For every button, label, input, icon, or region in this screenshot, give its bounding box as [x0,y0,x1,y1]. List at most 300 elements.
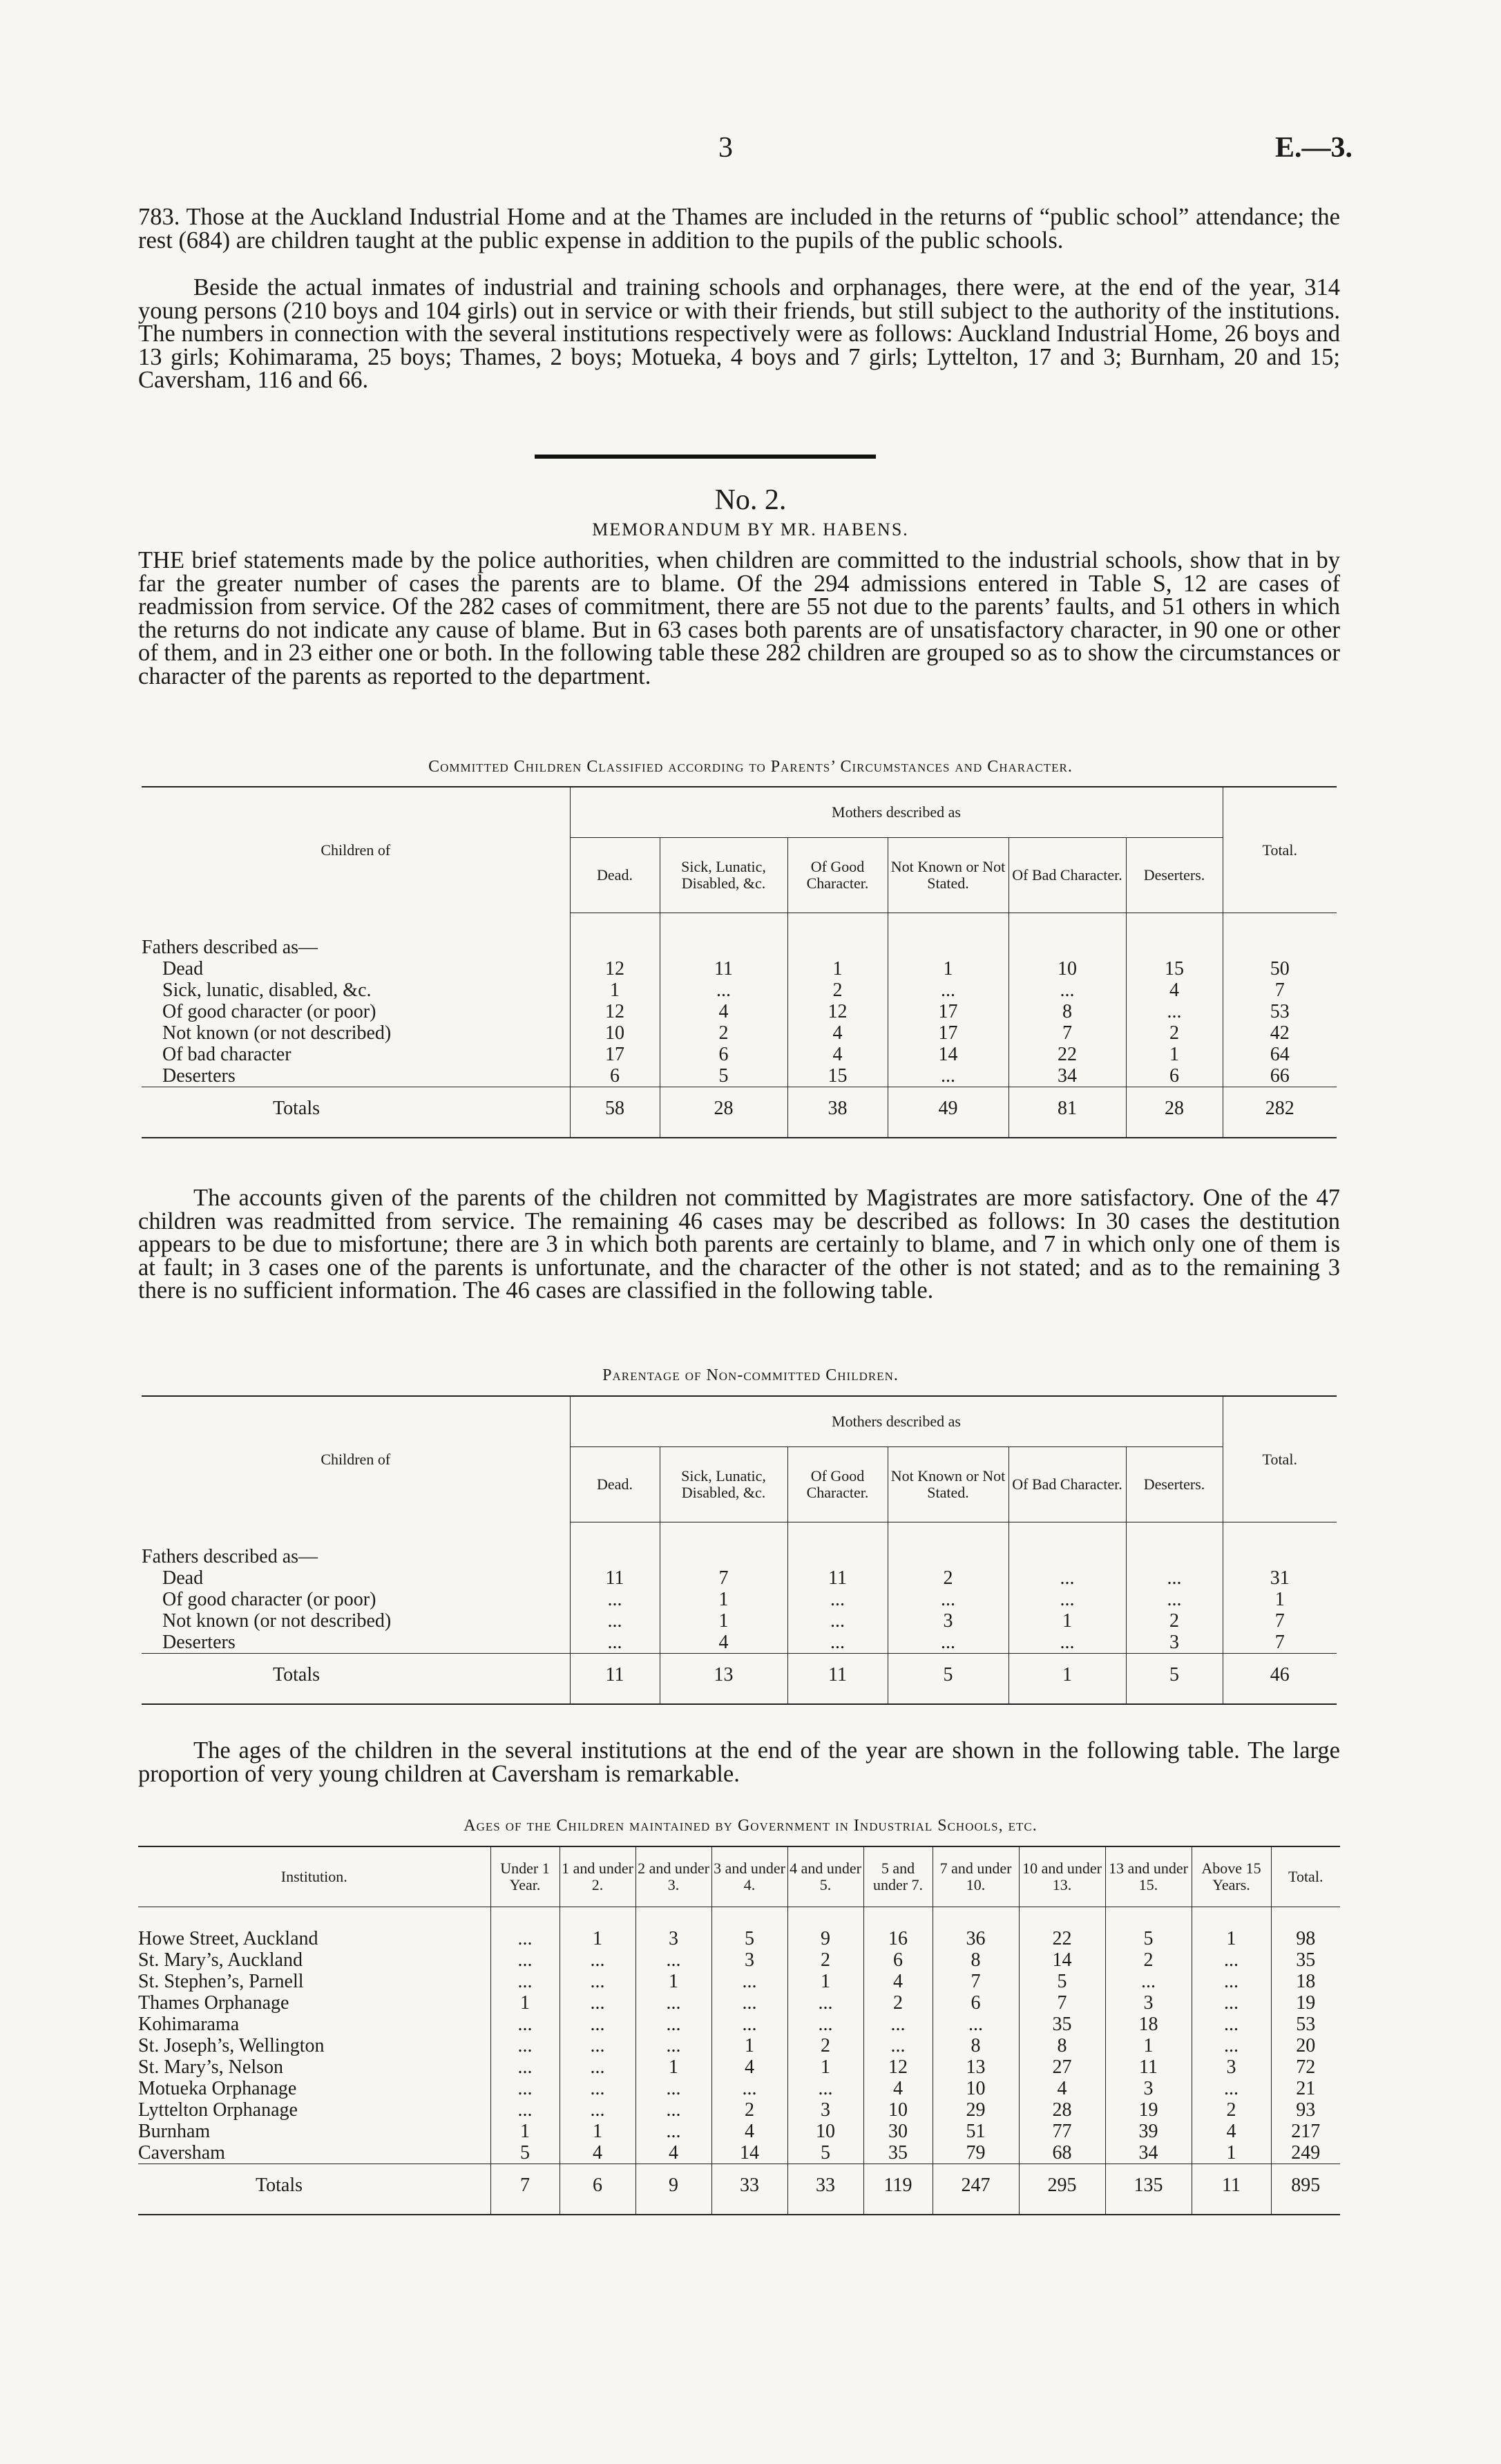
table-cell: ... [490,1949,560,1971]
table-cell: ... [560,1992,635,2014]
total-cell: 295 [1019,2164,1105,2215]
total-cell: 1 [1008,1654,1126,1705]
table-row [142,1022,1337,1044]
table-cell: ... [1008,1632,1126,1654]
total-cell: 49 [888,1087,1008,1138]
institution-name: St. Joseph’s, Wellington [138,2035,325,2056]
table-row [138,1971,1340,1992]
table-cell: ... [560,2099,635,2121]
table-cell: 79 [933,2142,1019,2164]
table-cell: 17 [888,1001,1008,1022]
table-cell: 3 [1192,2056,1271,2078]
table3-col-header: 10 and under 13. [1019,1846,1105,1907]
table-cell: ... [635,2078,711,2099]
row-label: Sick, lunatic, disabled, &c. [162,980,372,1001]
table-cell: 4 [787,1044,888,1065]
table-cell: 11 [1105,2056,1192,2078]
table-cell: 16 [863,1928,933,1949]
table-cell: 3 [711,1949,787,1971]
table-row [138,2142,1340,2164]
table-cell: 12 [787,1001,888,1022]
table-row [138,1949,1340,1971]
non-committed-table [142,1395,1337,1705]
table-cell: ... [711,2078,787,2099]
table-cell: 1 [490,2121,560,2142]
table-cell: 17 [570,1044,660,1065]
table-row [142,1044,1337,1065]
table3-col-header: 4 and under 5. [787,1846,863,1907]
institution-name: Thames Orphanage [138,1992,289,2014]
table-cell: ... [570,1610,660,1632]
table-row [138,2099,1340,2121]
table-cell-total: 217 [1271,2121,1340,2142]
row-label: Of bad character [162,1044,291,1065]
table-cell: 3 [1126,1632,1223,1654]
row-label: Dead [162,1567,204,1589]
table-cell: 8 [1008,1001,1126,1022]
table-cell: ... [863,2035,933,2056]
table-cell: 1 [635,2056,711,2078]
institution-name: St. Mary’s, Nelson [138,2056,283,2078]
table-cell: 10 [570,1022,660,1044]
ages-table [138,1846,1340,2215]
table-cell: 7 [933,1971,1019,1992]
total-cell: 5 [1126,1654,1223,1705]
table-cell: 5 [1019,1971,1105,1992]
paragraph-non-committed: The accounts given of the parents of the children not committed by Magistrates are more satisfactory. One of the 47 children was readmitted from service. The remaining 46 cases may be described as follows: In 30 cases the destitution appears to be due to misfortune; there are 3 in which both parents are certainly to blame, and 7 in which only one of them is at fault; in 3 cases one of the parents is unfortunate, and the character of the other is not stated; and as to the remaining 3 there is no sufficient information. The 46 cases are classified in the following table. [138,1185,1340,1303]
totals-row [142,1654,1337,1705]
table-cell: ... [635,2014,711,2035]
committed-children-table [142,786,1337,1138]
paragraph-ages: The ages of the children in the several institutions at the end of the year are shown in the following table. The large proportion of very young children at Caversham is remarkable. [138,1737,1340,1787]
table2-col-header: Of Good Character. [787,1447,888,1522]
table-cell: 1 [660,1610,787,1632]
table-cell: 8 [933,1949,1019,1971]
section-title: No. 2. [714,484,787,516]
table-cell-total: 42 [1223,1022,1337,1044]
table-cell: 6 [570,1065,660,1087]
table-cell: ... [560,1971,635,1992]
totals-label: Totals [142,1654,570,1705]
table3-col-header: 2 and under 3. [635,1846,711,1907]
table-cell: ... [787,1632,888,1654]
paragraph-industrial-home: 783. Those at the Auckland Industrial Home and at the Thames are included in the returns of “public school” attendance; the rest (684) are children taught at the public expense in addition to the pupils of the public schools. [138,204,1340,254]
table2-col-header: Not Known or Not Stated. [888,1447,1008,1522]
table-cell: 30 [863,2121,933,2142]
table-cell: 12 [570,1001,660,1022]
table2-col-header: Dead. [570,1447,660,1522]
table-cell: 2 [1126,1610,1223,1632]
institution-name: Kohimarama [138,2014,240,2035]
table-cell-total: 1 [1223,1589,1337,1610]
institution-name: St. Mary’s, Auckland [138,1949,303,1971]
institution-name: Burnham [138,2121,211,2142]
table-cell: 1 [711,2035,787,2056]
table-cell: ... [490,1971,560,1992]
table-cell: 2 [1126,1022,1223,1044]
table-cell: 36 [933,1928,1019,1949]
total-cell: 11 [570,1654,660,1705]
table1-group-header: Mothers described as [570,787,1223,838]
total-cell: 247 [933,2164,1019,2215]
institution-name: Motueka Orphanage [138,2078,297,2099]
table-cell: 77 [1019,2121,1105,2142]
table-cell: ... [635,2121,711,2142]
table-cell: ... [787,1610,888,1632]
table-cell: ... [1126,1001,1223,1022]
table-row [138,2078,1340,2099]
table-cell: 8 [933,2035,1019,2056]
table3-col-header: 13 and under 15. [1105,1846,1192,1907]
row-label: Not known (or not described) [162,1022,392,1044]
table-cell: 1 [1192,2142,1271,2164]
table-cell: 2 [863,1992,933,2014]
table-cell: ... [888,980,1008,1001]
table-cell: 2 [711,2099,787,2121]
table-cell: 6 [863,1949,933,1971]
table-cell: 1 [888,958,1008,980]
total-cell: 28 [1126,1087,1223,1138]
table-cell: ... [1192,1992,1271,2014]
table-cell: 2 [888,1567,1008,1589]
table-cell-total: 64 [1223,1044,1337,1065]
table-cell: 8 [1019,2035,1105,2056]
table-cell: 19 [1105,2099,1192,2121]
total-cell: 9 [635,2164,711,2215]
total-cell: 11 [1192,2164,1271,2215]
table-cell: ... [1008,980,1126,1001]
row-label: Deserters [162,1632,236,1653]
table-cell: ... [1126,1567,1223,1589]
totals-label: Totals [142,1087,570,1138]
table-cell: 12 [863,2056,933,2078]
page-number: 3 [718,132,733,164]
table-cell: ... [490,2035,560,2056]
table-cell: 1 [1126,1044,1223,1065]
total-cell: 28 [660,1087,787,1138]
table-cell: 2 [660,1022,787,1044]
table-cell: 27 [1019,2056,1105,2078]
table2-caption: Parentage of Non-committed Children. [602,1366,899,1384]
table-cell: ... [1192,1949,1271,1971]
total-cell: 33 [711,2164,787,2215]
table-cell: ... [711,2014,787,2035]
table-cell: 29 [933,2099,1019,2121]
table2-corner-header: Children of [142,1396,570,1522]
table-cell-total: 93 [1271,2099,1340,2121]
table-cell: 4 [711,2056,787,2078]
totals-label: Totals [138,2164,490,2215]
table3-col-header: 3 and under 4. [711,1846,787,1907]
table-row [138,2035,1340,2056]
table-cell: ... [1126,1589,1223,1610]
table-cell: ... [570,1632,660,1654]
table-cell: 15 [1126,958,1223,980]
table-row [138,2121,1340,2142]
table-cell: ... [1008,1567,1126,1589]
table-cell: 5 [660,1065,787,1087]
table-cell: ... [660,980,787,1001]
table-cell: ... [933,2014,1019,2035]
table-cell: 4 [660,1632,787,1654]
table-cell-total: 35 [1271,1949,1340,1971]
table-cell: 34 [1105,2142,1192,2164]
total-cell: 135 [1105,2164,1192,2215]
table-cell: ... [1192,1971,1271,1992]
section-subtitle: MEMORANDUM BY MR. HABENS. [592,519,909,539]
table-cell: 28 [1019,2099,1105,2121]
table-cell: 35 [863,2142,933,2164]
table-row [138,1992,1340,2014]
table-row [142,1589,1337,1610]
paragraph-young-persons: Beside the actual inmates of industrial and training schools and orphanages, there were, at the end of the year, 314 young persons (210 boys and 104 girls) out in service or with their friends, but still subject to the authority of the institutions. The numbers in connection with the several institutions respectively were as follows: Auckland Industrial Home, 26 boys and 13 girls; Kohimarama, 25 boys; Thames, 2 boys; Motueka, 4 boys and 7 girls; Lyttelton, 17 and 3; Burnham, 20 and 15; Caversham, 116 and 66. [138,274,1340,393]
section-divider [535,455,876,459]
table-cell: 4 [787,1022,888,1044]
table-cell: ... [560,2035,635,2056]
table-cell: 2 [1105,1949,1192,1971]
table-cell: ... [1192,2014,1271,2035]
institution-name: Howe Street, Auckland [138,1928,318,1949]
table-row [142,1567,1337,1589]
table1-col-header: Dead. [570,838,660,913]
table-cell-total: 53 [1271,2014,1340,2035]
table-cell: 7 [1019,1992,1105,2014]
table3-col-header: Above 15 Years. [1192,1846,1271,1907]
table-cell-total: 21 [1271,2078,1340,2099]
table-cell: ... [787,2014,863,2035]
table-cell: 1 [560,1928,635,1949]
totals-row [142,1087,1337,1138]
table-cell: 6 [1126,1065,1223,1087]
table-cell: 11 [570,1567,660,1589]
total-cell: 7 [490,2164,560,2215]
table-cell: 6 [660,1044,787,1065]
table-cell: 6 [933,1992,1019,2014]
table-cell: ... [888,1065,1008,1087]
table-cell: 3 [888,1610,1008,1632]
table-cell-total: 19 [1271,1992,1340,2014]
table2-group-header: Mothers described as [570,1396,1223,1447]
table-cell: ... [888,1589,1008,1610]
table1-col-header: Deserters. [1126,838,1223,913]
table-cell-total: 98 [1271,1928,1340,1949]
table-cell: 1 [1105,2035,1192,2056]
table-cell: 1 [570,980,660,1001]
table-cell: ... [560,2056,635,2078]
totals-row [138,2164,1340,2215]
table1-col-header: Of Bad Character. [1008,838,1126,913]
table-cell: ... [888,1632,1008,1654]
table-cell: ... [787,1589,888,1610]
table-row [142,980,1337,1001]
table-cell: 5 [787,2142,863,2164]
table-cell: ... [490,2014,560,2035]
table-cell-total: 66 [1223,1065,1337,1087]
table-cell: 2 [787,1949,863,1971]
table-cell: 4 [635,2142,711,2164]
table-cell-total: 31 [1223,1567,1337,1589]
table-row [142,1610,1337,1632]
table-row [138,1928,1340,1949]
table-cell: ... [560,2014,635,2035]
table-cell: ... [570,1589,660,1610]
table-cell: ... [635,1992,711,2014]
table-cell: 2 [1192,2099,1271,2121]
table1-total-header: Total. [1223,787,1337,913]
table-cell: 4 [560,2142,635,2164]
table-cell: 14 [888,1044,1008,1065]
table1-group-caption: Fathers described as— [142,937,318,958]
table-row [142,1065,1337,1087]
table-cell-total: 249 [1271,2142,1340,2164]
table-cell: ... [560,1949,635,1971]
table-cell: 10 [933,2078,1019,2099]
table-cell: 14 [1019,1949,1105,1971]
table2-col-header: Deserters. [1126,1447,1223,1522]
table3-col-header: 7 and under 10. [933,1846,1019,1907]
table-cell-total: 18 [1271,1971,1340,1992]
table-cell: 7 [660,1567,787,1589]
table-cell: ... [787,1992,863,2014]
total-cell: 81 [1008,1087,1126,1138]
institution-name: St. Stephen’s, Parnell [138,1971,304,1992]
grand-total: 46 [1223,1654,1337,1705]
table-cell-total: 20 [1271,2035,1340,2056]
table-cell: 17 [888,1022,1008,1044]
table-row [138,2056,1340,2078]
table2-group-caption: Fathers described as— [142,1546,318,1567]
table-cell: ... [1008,1589,1126,1610]
table-cell: ... [635,1949,711,1971]
table-cell: ... [863,2014,933,2035]
table-cell: 3 [1105,2078,1192,2099]
table-cell: 3 [635,1928,711,1949]
table-cell-total: 53 [1223,1001,1337,1022]
table-cell: ... [635,2035,711,2056]
table-cell: 2 [787,2035,863,2056]
row-label: Dead [162,958,204,980]
table-cell: 1 [787,2056,863,2078]
table-cell: ... [635,2099,711,2121]
table-cell: ... [490,2078,560,2099]
table-cell: ... [560,2078,635,2099]
table3-col-header: 1 and under 2. [560,1846,635,1907]
table-cell-total: 7 [1223,980,1337,1001]
row-label: Not known (or not described) [162,1610,392,1632]
total-cell: 5 [888,1654,1008,1705]
total-cell: 38 [787,1087,888,1138]
table-cell: 34 [1008,1065,1126,1087]
table-cell: 51 [933,2121,1019,2142]
table-cell: 5 [1105,1928,1192,1949]
table-row [142,1001,1337,1022]
table-cell: 5 [711,1928,787,1949]
table-cell: 5 [490,2142,560,2164]
total-cell: 13 [660,1654,787,1705]
table-cell: ... [1192,2078,1271,2099]
total-cell: 119 [863,2164,933,2215]
total-cell: 6 [560,2164,635,2215]
grand-total: 282 [1223,1087,1337,1138]
table3-total-header: Total. [1271,1846,1340,1907]
table3-col-header: 5 and under 7. [863,1846,933,1907]
table-cell: 4 [863,2078,933,2099]
table-cell: 4 [1192,2121,1271,2142]
table3-col-header: Under 1 Year. [490,1846,560,1907]
table-cell: 4 [660,1001,787,1022]
table2-col-header: Of Bad Character. [1008,1447,1126,1522]
total-cell: 11 [787,1654,888,1705]
table-cell: 39 [1105,2121,1192,2142]
table-cell: 10 [787,2121,863,2142]
total-cell: 33 [787,2164,863,2215]
document-reference: E.—3. [1274,132,1352,164]
row-label: Of good character (or poor) [162,1001,376,1022]
table-cell: 1 [560,2121,635,2142]
table-cell: ... [711,1971,787,1992]
table-row [142,958,1337,980]
table-cell: 14 [711,2142,787,2164]
table-cell: 22 [1008,1044,1126,1065]
table-cell: ... [711,1992,787,2014]
institution-name: Lyttelton Orphanage [138,2099,298,2121]
table-cell: ... [1192,2035,1271,2056]
table2-total-header: Total. [1223,1396,1337,1522]
table-cell: 1 [787,958,888,980]
table-row [138,2014,1340,2035]
table-cell: 4 [711,2121,787,2142]
table-cell: 12 [570,958,660,980]
table3-caption: Ages of the Children maintained by Government in Industrial Schools, etc. [463,1817,1038,1835]
table1-caption: Committed Children Classified according to Parents’ Circumstances and Character. [428,758,1073,776]
table-cell: 7 [1008,1022,1126,1044]
table-cell: 1 [490,1992,560,2014]
table1-col-header: Sick, Lunatic, Disabled, &c. [660,838,787,913]
table1-corner-header: Children of [142,787,570,913]
table-cell: 2 [787,980,888,1001]
table3-corner-header: Institution. [138,1846,490,1907]
table-cell-total: 7 [1223,1610,1337,1632]
table-cell: ... [490,1928,560,1949]
table-cell: 68 [1019,2142,1105,2164]
table-cell: 13 [933,2056,1019,2078]
table1-col-header: Not Known or Not Stated. [888,838,1008,913]
table-cell: ... [490,2056,560,2078]
table-cell: 4 [1019,2078,1105,2099]
table-cell: 11 [787,1567,888,1589]
table-row [142,1632,1337,1654]
table-cell: 1 [1192,1928,1271,1949]
institution-name: Caversham [138,2142,225,2164]
total-cell: 58 [570,1087,660,1138]
table-cell: 3 [1105,1992,1192,2014]
table-cell: 1 [787,1971,863,1992]
table-cell: 3 [787,2099,863,2121]
table-cell: 22 [1019,1928,1105,1949]
table2-col-header: Sick, Lunatic, Disabled, &c. [660,1447,787,1522]
paragraph-memorandum: THE brief statements made by the police authorities, when children are committed to the industrial schools, show that in by far the greater number of cases the parents are to blame. Of the 294 admissions entered in Table S, 12 are cases of readmission from service. Of the 282 cases of commitment, there are 55 not due to the parents’ faults, and 51 others in which the returns do not indicate any cause of blame. But in 63 cases both parents are of unsatisfactory character, in 90 one or other of them, and in 23 either one or both. In the following table these 282 children are grouped so as to show the circumstances or character of the parents as reported to the department. [138,547,1340,689]
table-cell-total: 72 [1271,2056,1340,2078]
table-cell: 9 [787,1928,863,1949]
table-cell: 4 [1126,980,1223,1001]
table-cell: 35 [1019,2014,1105,2035]
table1-col-header: Of Good Character. [787,838,888,913]
table-cell-total: 7 [1223,1632,1337,1654]
row-label: Of good character (or poor) [162,1589,376,1610]
table-cell: 11 [660,958,787,980]
table-cell: 1 [635,1971,711,1992]
table-cell: 15 [787,1065,888,1087]
